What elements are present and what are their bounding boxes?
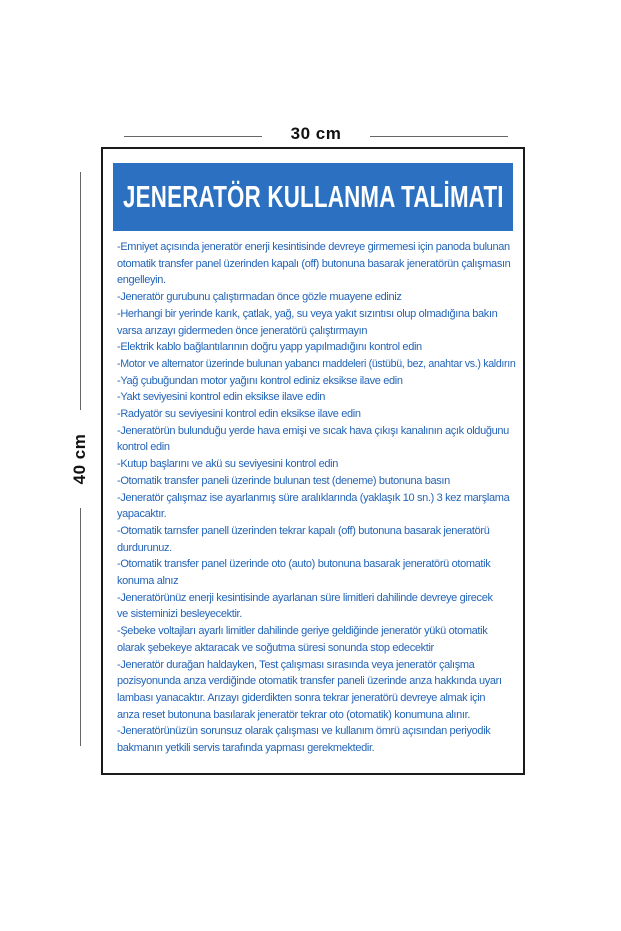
instruction-line: -Jeneratör çalışmaz ise ayarlanmış süre aralıklarında (yaklaşık 10 sn.) 3 kez marşlama <box>117 491 510 504</box>
instruction-line: yapacaktır. <box>117 508 167 521</box>
title-banner <box>113 163 513 231</box>
instruction-line: durdurunuz. <box>117 541 172 554</box>
instruction-line: anza reset butonuna basılarak jeneratör tekrar oto (otomatik) konumuna alınır. <box>117 708 471 721</box>
instruction-line: -Otomatik transfer panel üzerinde oto (auto) butonuna basarak jeneratörü otomatik <box>117 558 491 571</box>
instruction-line: -Yakt seviyesini kontrol edin eksikse ilave edin <box>117 391 325 404</box>
instruction-line: -Kutup başlarını ve akü su seviyesini kontrol edin <box>117 458 338 471</box>
instruction-line: olarak şebekeye aktaracak ve soğutma süresi sonunda stop edecektir <box>117 641 434 654</box>
width-dimension-line-right <box>370 136 508 137</box>
instruction-line: -Jeneratörünüz enerji kesintisinde ayarlanan süre limitleri dahilinde devreye girecek <box>117 591 493 604</box>
instruction-line: engelleyin. <box>117 274 166 287</box>
instruction-line: -Jeneratörün bulunduğu yerde hava emişi ve sıcak hava çıkışı kanalının açık olduğunu <box>117 424 509 437</box>
instruction-line: -Otomatik tarnsfer panell üzerinden tekrar kapalı (off) butonuna basarak jeneratörü <box>117 524 490 537</box>
instruction-line: konuma alnız <box>117 575 179 588</box>
instruction-sign <box>101 147 525 775</box>
instruction-line: -Motor ve alternator üzerinde bulunan yabancı maddeleri (üstübü, bez, anahtar vs.) kaldırın <box>117 357 516 370</box>
height-dimension <box>66 172 94 746</box>
instruction-line: otomatik transfer panel üzerinden kapalı (off) butonuna basarak jeneratörün çalışmasın <box>117 257 511 270</box>
instruction-line: -Jeneratör gurubunu çalıştırmadan önce gözle muayene ediniz <box>117 291 402 304</box>
instruction-line: -Jeneratör durağan haldayken, Test çalışması sırasında veya jeneratör çalışma <box>117 658 475 671</box>
instruction-line: bakmanın yetkili servis tarafında yapması gerekmektedir. <box>117 742 375 755</box>
width-label: 30 cm <box>290 124 342 143</box>
instruction-line: -Herhangi bir yerinde karık, çatlak, yağ, su veya yakıt sızıntısı olup olmadığına bakın <box>117 307 498 320</box>
instruction-line: -Radyatör su seviyesini kontrol edin eksikse ilave edin <box>117 408 361 421</box>
instruction-list <box>117 239 515 757</box>
instruction-line: -Şebeke voltajları ayarlı limitler dahilinde geriye geldiğinde jeneratör yükü otomatik <box>117 625 488 638</box>
instruction-line: -Elektrik kablo bağlantılarının doğru yapp yapılmadığını kontrol edin <box>117 341 422 354</box>
instruction-line: ve sisteminizi besleyecektir. <box>117 608 242 621</box>
instruction-line: lambası yanacaktır. Arızayı giderdikten sonra tekrar jeneratörü devreye almak için <box>117 691 486 704</box>
instruction-line: pozisyonunda anza verdiğinde otomatik transfer paneli üzerinde anza hakkında uyarı <box>117 675 502 688</box>
height-label: 40 cm <box>70 433 89 485</box>
instruction-line: -Otomatik transfer paneli üzerinde bulunan test (deneme) butonuna basın <box>117 474 450 487</box>
sign-title: JENERATÖR KULLANMA TALİMATI <box>122 179 504 214</box>
instruction-line: kontrol edin <box>117 441 170 454</box>
width-dimension <box>124 122 508 150</box>
instruction-line: -Jeneratörünüzün sorunsuz olarak çalışması ve kullanım ömrü açısından periyodik <box>117 725 491 738</box>
height-dimension-line-bottom <box>80 508 81 746</box>
height-dimension-line-top <box>80 172 81 410</box>
instruction-line: -Yağ çubuğundan motor yağını kontrol ediniz eksikse ilave edin <box>117 374 403 387</box>
instruction-line: -Emniyet açısında jeneratör enerji kesintisinde devreye girmemesi için panoda bulunan <box>117 241 510 253</box>
instruction-line: varsa arızayı gidermeden önce jeneratörü çalıştırmayın <box>117 324 368 337</box>
